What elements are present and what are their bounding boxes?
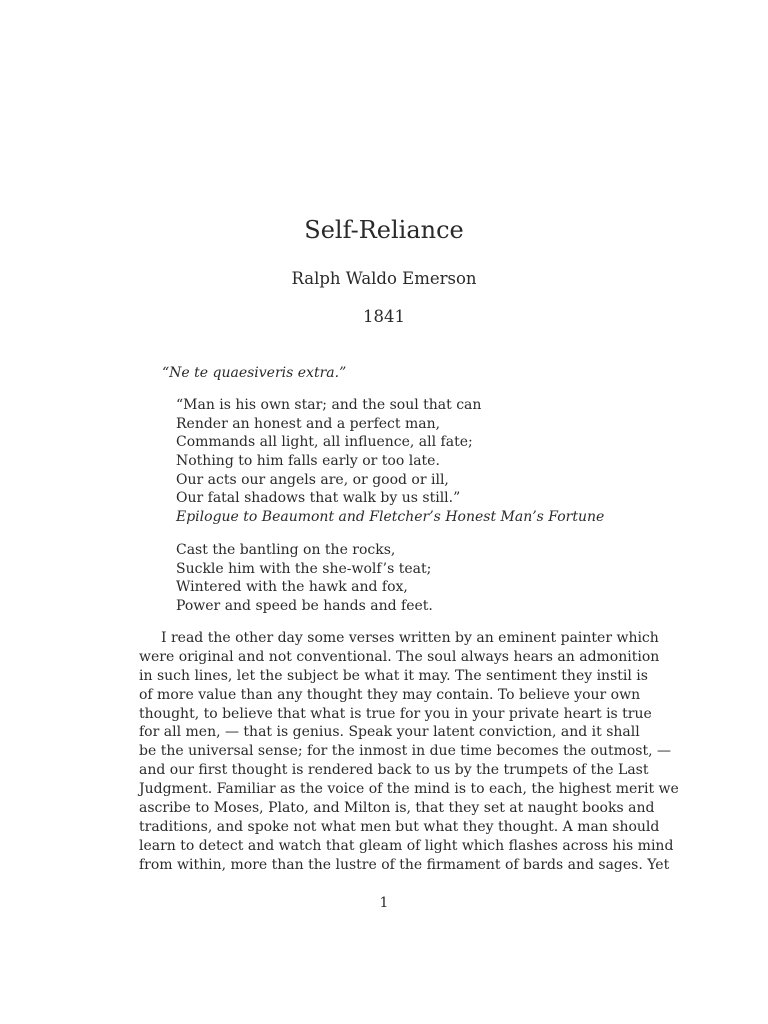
verse-line: Commands all light, all influence, all fate;: [176, 434, 473, 451]
paragraph-line: from within, more than the lustre of the firmament of bards and sages. Yet: [139, 856, 670, 873]
verse-line: Nothing to him falls early or too late.: [176, 453, 440, 470]
verse-line: Our fatal shadows that walk by us still.”: [176, 490, 461, 507]
verse-line: Our acts our angels are, or good or ill,: [176, 471, 449, 488]
verse-attribution: Epilogue to Beaumont and Fletcher’s Honest Man’s Fortune: [176, 509, 605, 526]
paragraph-line: of more value than any thought they may contain. To believe your own: [139, 686, 641, 703]
paragraph-line: learn to detect and watch that gleam of light which flashes across his mind: [139, 837, 674, 854]
paragraph-line: Judgment. Familiar as the voice of the mind is to each, the highest merit we: [139, 781, 679, 798]
paragraph-line: I read the other day some verses written by an eminent painter which: [161, 630, 659, 646]
verse-line: Suckle him with the she-wolf’s teat;: [176, 560, 432, 577]
epigraph-verse-2: [176, 541, 433, 616]
verse-line: Power and speed be hands and feet.: [176, 598, 433, 615]
epigraph-motto: “Ne te quaesiveris extra.”: [162, 365, 347, 381]
author-name: Ralph Waldo Emerson: [291, 269, 477, 288]
paragraph-line: were original and not conventional. The soul always hears an admonition: [139, 648, 660, 665]
verse-line: Cast the bantling on the rocks,: [176, 542, 396, 558]
paragraph-line: be the universal sense; for the inmost in due time becomes the outmost, —: [139, 743, 671, 760]
publication-year: 1841: [363, 307, 405, 326]
verse-line: Render an honest and a perfect man,: [176, 415, 441, 432]
paragraph-line: traditions, and spoke not what men but what they thought. A man should: [139, 818, 660, 835]
document-title: Self-Reliance: [304, 216, 464, 244]
paragraph-line: ascribe to Moses, Plato, and Milton is, that they set at naught books and: [139, 800, 655, 817]
paragraph-line: for all men, — that is genius. Speak your latent conviction, and it shall: [139, 724, 640, 741]
epigraph-verse-1: [176, 396, 604, 527]
paragraph-line: and our first thought is rendered back to us by the trumpets of the Last: [139, 762, 649, 779]
page-number: 1: [379, 895, 389, 911]
paragraph-line: in such lines, let the subject be what it may. The sentiment they instil is: [139, 667, 648, 684]
paragraph-line: thought, to believe that what is true for you in your private heart is true: [139, 705, 652, 722]
verse-line: Wintered with the hawk and fox,: [176, 579, 408, 596]
body-paragraph: [139, 629, 679, 875]
verse-line: “Man is his own star; and the soul that can: [176, 397, 482, 413]
